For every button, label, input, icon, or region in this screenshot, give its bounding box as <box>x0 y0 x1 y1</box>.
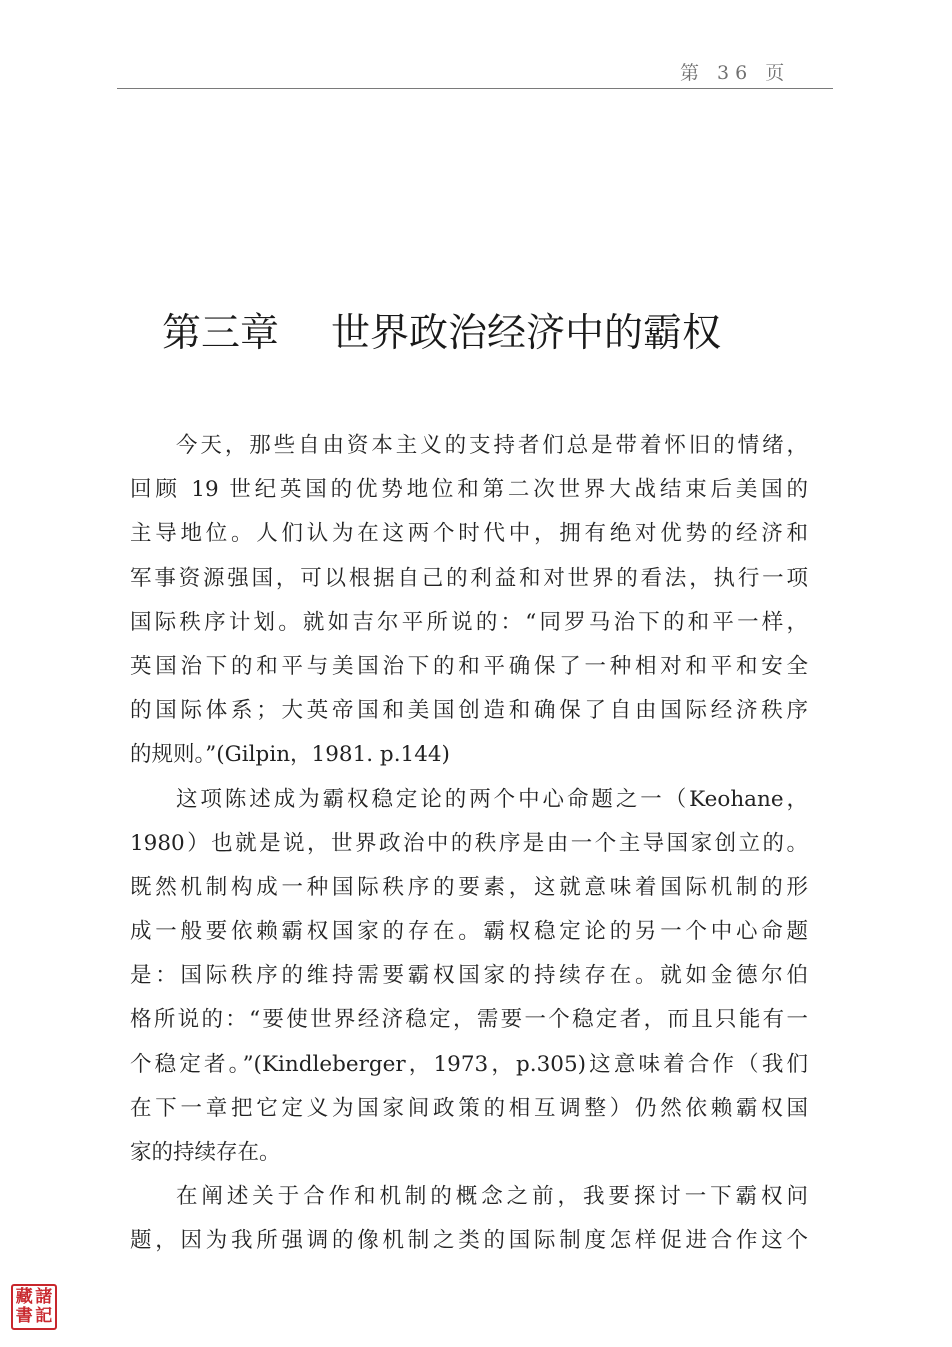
chapter-title-text: 世界政治经济中的霸权 <box>331 311 722 356</box>
text-line: 回顾 19 世纪英国的优势地位和第二次世界大战结束后美国的 <box>130 477 808 503</box>
text-line: 军事资源强国，可以根据自己的利益和对世界的看法，执行一项 <box>130 565 808 591</box>
text-line: 家的持续存在。 <box>130 1140 281 1165</box>
text-line: 在下一章把它定义为国家间政策的相互调整）仍然依赖霸权国 <box>130 1095 808 1121</box>
chapter-title <box>162 302 721 358</box>
text-line: 在阐述关于合作和机制的概念之前，我要探讨一下霸权问 <box>176 1184 808 1210</box>
text-line: 的规则。”(Gilpin，1981. p.144) <box>130 742 450 768</box>
text-line: 个稳定者。”(Kindleberger，1973，p.305)这意味着合作（我们 <box>130 1051 808 1077</box>
collector-seal-stamp <box>11 1284 57 1330</box>
text-line: 既然机制构成一种国际秩序的要素，这就意味着国际机制的形 <box>130 874 808 900</box>
text-line: 英国治下的和平与美国治下的和平确保了一种相对和平和安全 <box>130 653 808 679</box>
seal-char: 諸 <box>35 1286 53 1307</box>
text-line: 是：国际秩序的维持需要霸权国家的持续存在。就如金德尔伯 <box>130 963 808 989</box>
text-line: 格所说的：“要使世界经济稳定，需要一个稳定者，而且只能有一 <box>130 1007 808 1033</box>
text-line: 的国际体系；大英帝国和美国创造和确保了自由国际经济秩序 <box>130 698 808 724</box>
page-number: 第 36 页 <box>680 62 791 84</box>
text-line: 1980）也就是说，世界政治中的秩序是由一个主导国家创立的。 <box>130 830 808 856</box>
text-line: 题，因为我所强调的像机制之类的国际制度怎样促进合作这个 <box>130 1228 808 1254</box>
seal-char: 書 <box>15 1306 33 1327</box>
seal-char: 藏 <box>15 1286 33 1307</box>
seal-char: 記 <box>35 1306 53 1327</box>
text-line: 国际秩序计划。就如吉尔平所说的：“同罗马治下的和平一样， <box>130 609 808 635</box>
text-line: 成一般要依赖霸权国家的存在。霸权稳定论的另一个中心命题 <box>130 919 808 945</box>
text-line: 主导地位。人们认为在这两个时代中，拥有绝对优势的经济和 <box>130 521 808 547</box>
header-divider <box>117 88 833 89</box>
chapter-number: 第三章 <box>162 311 280 356</box>
text-line: 今天，那些自由资本主义的支持者们总是带着怀旧的情绪， <box>176 433 808 458</box>
text-line: 这项陈述成为霸权稳定论的两个中心命题之一（Keohane， <box>176 786 808 812</box>
body-text <box>130 424 808 1264</box>
